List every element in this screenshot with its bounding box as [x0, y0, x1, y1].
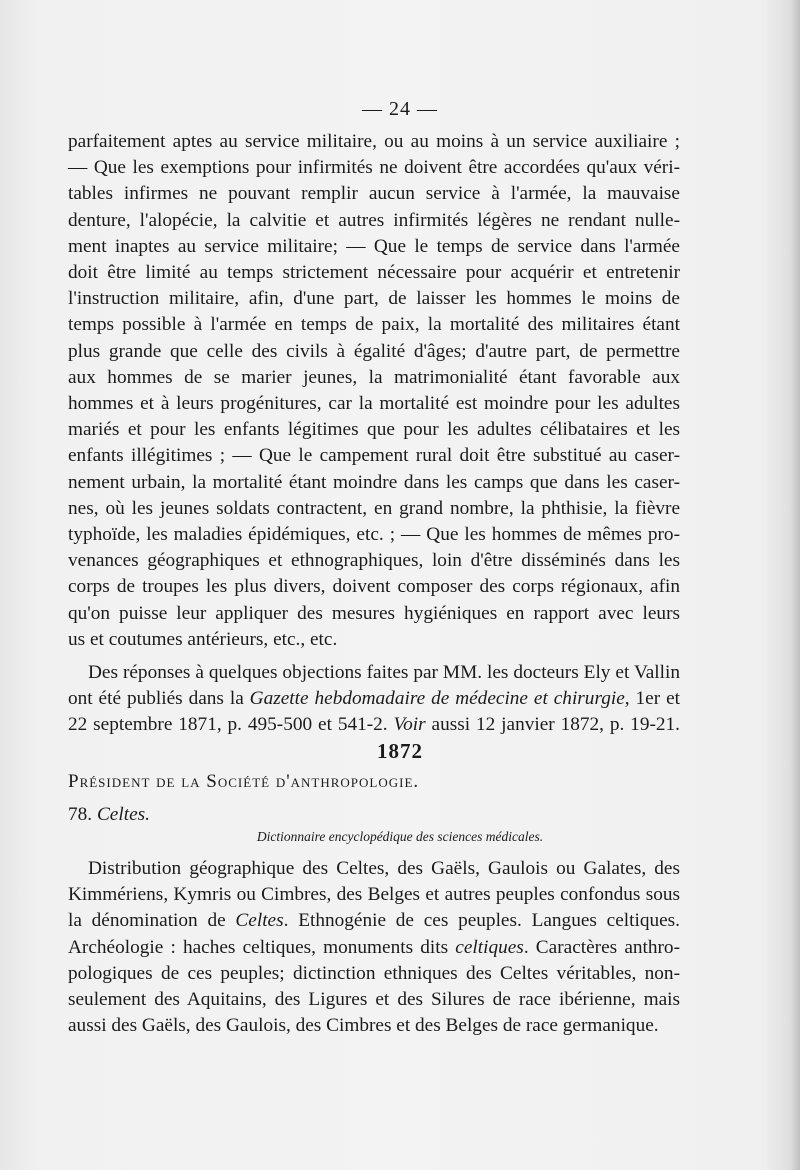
text-fragment: Archéologie : haches celtiques, monuments dits: [68, 936, 456, 958]
text-line: temps possible à l'armée en temps de paix, la mortalité des militaires étant: [68, 314, 680, 336]
text-line: ment inaptes au service militaire; — Que le temps de service dans l'armée: [68, 235, 680, 257]
section-title: Président de la Société d'anthropologie.: [68, 771, 420, 792]
text-line: nement urbain, la mortalité étant moindre dans les camps que dans les caser-: [68, 471, 680, 493]
text-fragment: ont été publiés dans la: [68, 688, 250, 710]
text-line: hommes et à leurs progénitures, car la mortalité est moindre pour les adultes: [68, 393, 680, 415]
text-fragment: aussi 12 janvier 1872, p. 19-21.: [425, 714, 680, 736]
italic-term: Celtes: [235, 910, 284, 932]
text-line: [68, 935, 680, 961]
text-line: Kimmériens, Kymris ou Cimbres, des Belges et autres peuples confondus sous: [68, 884, 680, 906]
entry-number: 78.: [68, 804, 93, 825]
text-line: aux hommes de se marier jeunes, la matrimonialité étant favorable aux: [68, 366, 680, 388]
text-line: [68, 908, 680, 934]
section-heading: [68, 771, 419, 793]
text-line: tables infirmes ne pouvant remplir aucun service à l'armée, la mauvaise: [68, 183, 680, 205]
text-fragment: , 1er et: [624, 688, 680, 710]
text-line: qu'on puisse leur appliquer des mesures hygiéniques en rapport avec leurs: [68, 602, 680, 624]
page-number: — 24 —: [362, 98, 438, 120]
entry-title: Celtes.: [96, 804, 150, 825]
text-fragment: la dénomination de: [68, 910, 236, 932]
journal-title: Gazette hebdomadaire de médecine et chirurgie: [249, 688, 625, 710]
voir-reference: Voir: [393, 714, 426, 736]
text-line: Distribution géographique des Celtes, des Gaëls, Gaulois ou Galates, des: [88, 858, 680, 879]
text-line: plus grande que celle des civils à égalité d'âges; d'autre part, de permettre: [68, 340, 680, 362]
text-line: us et coutumes antérieurs, etc., etc.: [68, 628, 338, 650]
text-line: [68, 686, 680, 712]
text-line: l'instruction militaire, afin, d'une part, de laisser les hommes le moins de: [68, 288, 680, 310]
text-line: — Que les exemptions pour infirmités ne doivent être accordées qu'aux véri-: [68, 157, 680, 179]
paragraph-celtes: [68, 856, 680, 1039]
text-line: seulement des Aquitains, des Ligures et des Silures de race ibérienne, mais: [68, 989, 680, 1011]
text-fragment: 22 septembre 1871, p. 495-500 et 541-2.: [68, 714, 394, 736]
source-citation: Dictionnaire encyclopédique des sciences médicales.: [256, 829, 544, 844]
text-line: typhoïde, les maladies épidémiques, etc. ; — Que les hommes de mêmes pro-: [68, 524, 680, 546]
text-line: enfants illégitimes ; — Que le campement rural doit être substitué au caser-: [68, 445, 680, 467]
text-line: parfaitement aptes au service militaire, ou au moins à un service auxiliaire ;: [68, 131, 680, 152]
text-line: aussi des Gaëls, des Gaulois, des Cimbres et des Belges de race germanique.: [68, 1015, 659, 1037]
text-line: nes, où les jeunes soldats contractent, en grand nombre, la phthisie, la fièvre: [68, 497, 680, 519]
page-edge-shadow: [790, 0, 800, 1170]
entry-heading: [68, 804, 150, 826]
text-line: doit être limité au temps strictement nécessaire pour acquérir et entretenir: [68, 262, 680, 284]
text-line: pologiques de ces peuples; dictinction ethniques des Celtes véritables, non-: [68, 962, 680, 984]
text-line: Des réponses à quelques objections faites par MM. les docteurs Ely et Vallin: [88, 662, 680, 683]
text-fragment: . Ethnogénie de ces peuples. Langues celtiques.: [283, 910, 680, 932]
paragraph-recommendations: [68, 129, 680, 653]
text-line: mariés et pour les enfants légitimes que pour les adultes célibataires et les: [68, 419, 680, 441]
text-line: [68, 712, 680, 738]
paragraph-responses: [68, 660, 680, 739]
text-line: corps de troupes les plus divers, doivent composer des corps régionaux, afin: [68, 576, 680, 598]
year-heading: 1872: [377, 739, 423, 763]
text-line: venances géographiques et ethnographiques, loin d'être disséminés dans les: [68, 550, 680, 572]
italic-term: celtiques: [455, 936, 524, 958]
text-line: denture, l'alopécie, la calvitie et autres infirmités légères ne rendant nulle-: [68, 209, 680, 231]
text-fragment: . Caractères anthro-: [523, 936, 680, 958]
